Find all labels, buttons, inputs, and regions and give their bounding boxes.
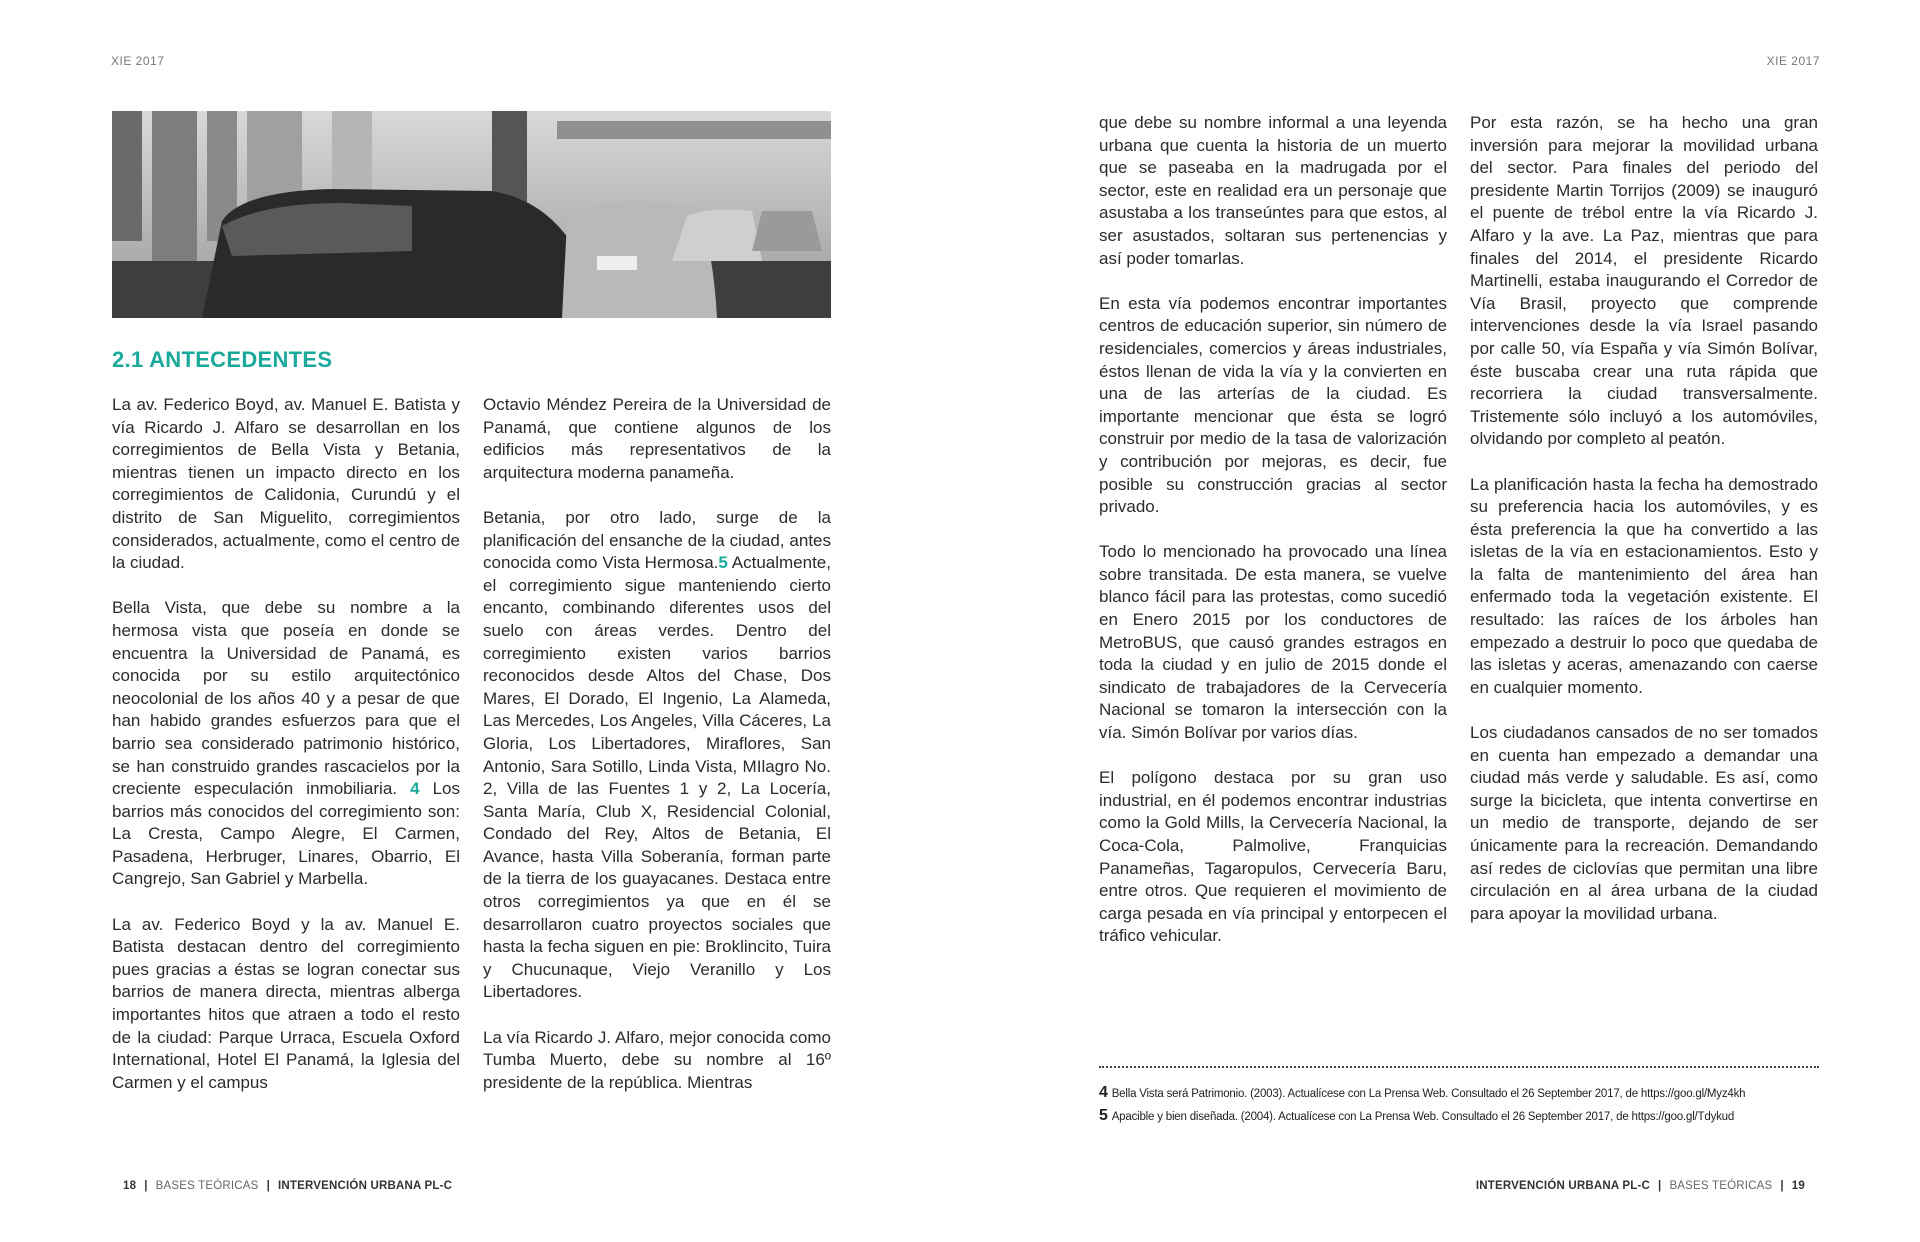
paragraph: Los ciudadanos cansados de no ser tomados en cuenta han empezado a demandar una ciudad más verde y saludable. Es así, como surge la bicicleta, que intenta convertirse en un medio de transporte, dejando de ser únicamente para la recreación. Demandando así redes de ciclovías que permitan una libre circulación en al área urbana de la ciudad para apoyar la movilidad urbana. bbox=[1470, 723, 1818, 923]
paragraph bbox=[112, 597, 460, 891]
footnote-divider bbox=[1099, 1066, 1819, 1068]
footnote-number: 4 bbox=[1099, 1084, 1108, 1101]
paragraph-text: Bella Vista, que debe su nombre a la hermosa vista que poseía en donde se encuentra la Universidad de Panamá, es conocida por su estilo arquitectónico neocolonial de los años 40 y a pesar de que han habido grandes esfuerzos para que el barrio sea considerado patrimonio histórico, se han construido grandes rascacielos por la creciente especulación inmobiliaria. bbox=[112, 598, 460, 799]
paragraph-text: Los barrios más conocidos del corregimiento son: La Cresta, Campo Alegre, El Carmen, Pasadena, Herbruger, Linares, Obarrio, El Cangrejo, San Gabriel y Marbella. bbox=[112, 779, 460, 889]
paragraph: Todo lo mencionado ha provocado una línea sobre transitada. De esta manera, se vuelve blanco fácil para las protestas, como sucedió en Enero 2015 por los conductores de MetroBUS, que causó grandes estragos en toda la ciudad y en julio de 2015 donde el sindicato de trabajadores de la Cervecería Nacional se tomaron la intersección con la vía. Simón Bolívar por varios días. bbox=[1099, 542, 1447, 743]
paragraph: La av. Federico Boyd, av. Manuel E. Batista y vía Ricardo J. Alfaro se desarrollan en los corregimientos de Bella Vista y Betania, mientras tienen un impacto directo en los corregimientos de Calidonia, Curundú y el distrito de San Miguelito, corregimientos considerados, actualmente, como el centro de la ciudad. bbox=[112, 395, 460, 573]
paragraph: En esta vía podemos encontrar importantes centros de educación superior, sin número de residenciales, comercios y áreas industriales, éstos llenan de vida la vía y la convierten en una de las arterías de la ciudad. Es importante mencionar que ésta se logró construir por medio de la tasa de valorización y contribución por mejoras, es decir, fue posible su construcción gracias al sector privado. bbox=[1099, 293, 1447, 517]
footer-project: INTERVENCIÓN URBANA PL-C bbox=[1475, 1180, 1651, 1192]
footer-project: INTERVENCIÓN URBANA PL-C bbox=[277, 1180, 453, 1192]
paragraph: La av. Federico Boyd y la av. Manuel E. Batista destacan dentro del corregimiento pues gracias a éstas se logran conectar sus barrios de manera directa, mientras alberga importantes hitos que atraen a todo el resto de la ciudad: Parque Urraca, Escuela Oxford International, Hotel El Panamá, la Iglesia del Carmen y el campus bbox=[112, 914, 460, 1092]
separator: | bbox=[144, 1180, 148, 1192]
running-header-right: XIE 2017 bbox=[1766, 54, 1820, 68]
page-number: 19 bbox=[1791, 1180, 1805, 1192]
section-heading: 2.1 ANTECEDENTES bbox=[112, 347, 333, 372]
footnote-number: 5 bbox=[1099, 1107, 1108, 1124]
paragraph-text: Actualmente, el corregimiento sigue manteniendo cierto encanto, combinando diferentes usos del suelo con áreas verdes. Dentro del corregimiento existen varios barrios reconocidos desde Altos del Chase, Dos Mares, El Dorado, El Ingenio, La Alameda, Las Mercedes, Los Angeles, Villa Cáceres, La Gloria, Los Libertadores, Miraflores, San Antonio, Sara Sotillo, Linda Vista, MIlagro No. 2, Villa de las Fuentes 1 y 2, La Locería, Santa María, Club X, Residencial Colonial, Condado del Rey, Altos de Betania, El Avance, hasta Villa Soberanía, forman parte de la tierra de los guayacanes. Destaca entre otros corregimientos ya que en él se desarrollaron cuatro proyectos sociales que hasta la fecha siguen en pie: Broklincito, Tuira y Chucunaque, Viejo Veranillo y Los Libertadores. bbox=[483, 553, 831, 1002]
running-header-left: XIE 2017 bbox=[111, 54, 165, 68]
text-column-1 bbox=[112, 394, 460, 1117]
footer-section: BASES TEÓRICAS bbox=[1669, 1180, 1773, 1192]
footnote-text: Bella Vista será Patrimonio. (2003). Actualícese con La Prensa Web. Consultado el 26 September 2017, de https://goo.gl/Myz4kh bbox=[1111, 1088, 1746, 1100]
footnote-text: Apacible y bien diseñada. (2004). Actualícese con La Prensa Web. Consultado el 26 September 2017, de https://goo.gl/Tdykud bbox=[1111, 1111, 1735, 1123]
footer-right bbox=[1476, 1180, 1805, 1192]
paragraph bbox=[483, 507, 831, 1004]
paragraph: El polígono destaca por su gran uso industrial, en él podemos encontrar industrias como la Gold Mills, la Cervecería Nacional, la Coca-Cola, Palmolive, Franquicias Panameñas, Tagaropulos, Cervecería Baru, entre otros. Que requieren el movimiento de carga pesada en vía principal y entorpecen el tráfico vehicular. bbox=[1099, 768, 1447, 946]
paragraph: que debe su nombre informal a una leyenda urbana que cuenta la historia de un muerto que se paseaba en la madrugada por el sector, este en realidad era un personaje que asustaba a los transeúntes para que estos, al ser asustados, soltaran sus pertenencias y así poder tomarlas. bbox=[1099, 113, 1447, 268]
footer-section: BASES TEÓRICAS bbox=[155, 1180, 259, 1192]
footnote-4 bbox=[1099, 1084, 1745, 1102]
text-column-2 bbox=[483, 394, 831, 1117]
footnote-marker[interactable]: 4 bbox=[410, 779, 420, 799]
street-traffic-photo bbox=[112, 111, 831, 318]
footnote-5 bbox=[1099, 1107, 1734, 1125]
separator: | bbox=[266, 1180, 270, 1192]
separator: | bbox=[1658, 1180, 1662, 1192]
paragraph: Octavio Méndez Pereira de la Universidad de Panamá, que contiene algunos de los edificios más representativos de la arquitectura moderna panameña. bbox=[483, 395, 831, 482]
paragraph-text: Betania, por otro lado, surge de la planificación del ensanche de la ciudad, antes conocida como Vista Hermosa. bbox=[483, 507, 831, 573]
footnote-marker[interactable]: 5 bbox=[718, 553, 728, 573]
page-number: 18 bbox=[123, 1180, 137, 1192]
paragraph: La planificación hasta la fecha ha demostrado su preferencia hacia los automóviles, y es ésta preferencia la que ha convertido a las isletas de la vía en estacionamientos. Esto y la falta de mantenimiento del área han enfermado toda la vegetación existente. El resultado: las raíces de los árboles han empezado a destruir lo poco que quedaba de las isletas y aceras, amenazando con caerse en cualquier momento. bbox=[1470, 474, 1818, 697]
paragraph: La vía Ricardo J. Alfaro, mejor conocida como Tumba Muerto, debe su nombre al 16º presidente de la república. Mientras bbox=[483, 1027, 831, 1092]
paragraph: Por esta razón, se ha hecho una gran inversión para mejorar la movilidad urbana del sector. Para finales del periodo del presidente Martin Torrijos (2009) se inauguró el puente de trébol entre la vía Ricardo J. Alfaro y la ave. La Paz, mientras que para finales del 2014, el presidente Ricardo Martinelli, estaba inaugurando el Corredor de Vía Brasil, proyecto que comprende intervenciones desde la vía Israel pasando por calle 50, vía España y vía Simón Bolívar, éste buscaba crear una ruta rápida que recorriera la ciudad transversalmente. Tristemente sólo incluyó a los automóviles, olvidando por completo al peatón. bbox=[1470, 113, 1818, 449]
footer-left bbox=[123, 1180, 452, 1192]
separator: | bbox=[1780, 1180, 1784, 1192]
text-column-3 bbox=[1099, 112, 1447, 971]
text-column-4 bbox=[1470, 112, 1818, 948]
